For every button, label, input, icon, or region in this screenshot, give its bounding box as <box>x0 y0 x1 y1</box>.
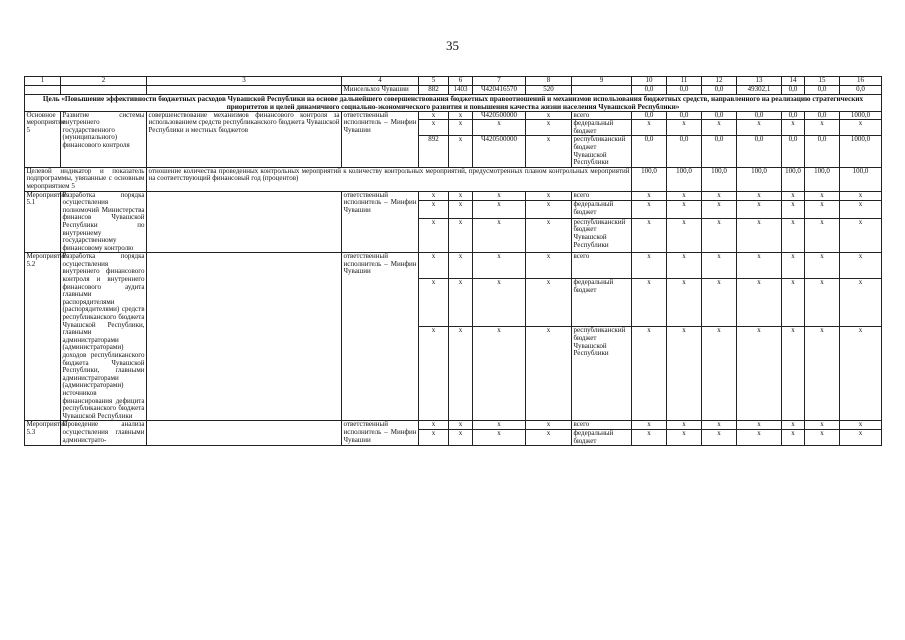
value-cell: 0,0 <box>782 86 805 95</box>
value-cell: 49302,1 <box>737 86 782 95</box>
value-cell: 0,0 <box>632 111 667 120</box>
value-cell: x <box>667 421 702 430</box>
value-cell: x <box>702 200 737 218</box>
code-cell: x <box>419 279 449 327</box>
value-cell: x <box>737 253 782 279</box>
value-cell: x <box>737 327 782 421</box>
value-cell: 0,0 <box>667 111 702 120</box>
value-cell: x <box>840 429 882 445</box>
value-cell: x <box>667 429 702 445</box>
funding-source-cell: федеральный бюджет <box>572 200 632 218</box>
value-cell: x <box>805 421 840 430</box>
value-cell: x <box>782 120 805 136</box>
column-number-cell: 3 <box>147 77 342 86</box>
value-cell: x <box>632 279 667 327</box>
event-number-cell: Мероприятие 5.3 <box>25 421 61 446</box>
code-cell: x <box>526 253 572 279</box>
value-cell: x <box>702 253 737 279</box>
value-cell: 0,0 <box>702 86 737 95</box>
value-cell: 0,0 <box>805 86 840 95</box>
value-cell: 0,0 <box>632 136 667 167</box>
code-cell: x <box>419 429 449 445</box>
code-cell: x <box>419 191 449 200</box>
event-name-cell: Разработка порядка осуществления полномочий Министерства финансов Чувашской Республики по внутреннему государственному финансовому контролю <box>62 190 145 252</box>
column-number-cell: 11 <box>667 77 702 86</box>
funding-source-cell: всего <box>572 421 632 430</box>
column-number-cell: 13 <box>737 77 782 86</box>
code-cell: 1403 <box>449 86 473 95</box>
value-cell: x <box>737 200 782 218</box>
value-cell: x <box>667 218 702 253</box>
value-cell: x <box>737 279 782 327</box>
column-number-cell: 12 <box>702 77 737 86</box>
empty-cell <box>25 86 61 95</box>
page-number: 35 <box>446 38 459 53</box>
value-cell: x <box>632 429 667 445</box>
value-cell: x <box>632 327 667 421</box>
funding-source-cell: всего <box>572 111 632 120</box>
code-cell: x <box>419 200 449 218</box>
indicator-value-cell: 100,0 <box>737 167 782 191</box>
funding-source-cell: федеральный бюджет <box>572 279 632 327</box>
value-cell: x <box>632 191 667 200</box>
indicator-text: отношение количества проведенных контрольных мероприятий к количеству контрольных мероприятий, предусмотренных планом контрольных мероприятий на соответствующий финансовый год (процентов) <box>147 167 632 191</box>
code-cell: x <box>473 253 526 279</box>
column-number-cell: 2 <box>61 77 147 86</box>
value-cell: x <box>840 191 882 200</box>
empty-cell <box>572 86 632 95</box>
column-number-cell: 1 <box>25 77 61 86</box>
code-cell: x <box>449 429 473 445</box>
column-number-cell: 8 <box>526 77 572 86</box>
code-cell: x <box>526 120 572 136</box>
value-cell: x <box>840 120 882 136</box>
value-cell: x <box>667 191 702 200</box>
value-cell: x <box>667 120 702 136</box>
code-cell: x <box>419 120 449 136</box>
value-cell: x <box>805 279 840 327</box>
code-cell: x <box>419 218 449 253</box>
indicator-row <box>25 167 882 191</box>
value-cell: 0,0 <box>782 136 805 167</box>
value-cell: x <box>805 191 840 200</box>
value-cell: x <box>632 120 667 136</box>
value-cell: x <box>840 218 882 253</box>
value-cell: x <box>805 218 840 253</box>
empty-cell <box>61 86 147 95</box>
value-cell: x <box>667 253 702 279</box>
value-cell: x <box>840 253 882 279</box>
value-cell: x <box>702 327 737 421</box>
column-number-cell: 9 <box>572 77 632 86</box>
value-cell: x <box>737 429 782 445</box>
value-cell: x <box>667 279 702 327</box>
event-description-cell <box>147 253 342 421</box>
value-cell: x <box>702 191 737 200</box>
event-name-cell: Проведение анализа осуществления главными администрато- <box>61 421 147 446</box>
value-cell: x <box>805 200 840 218</box>
value-cell: 0,0 <box>667 86 702 95</box>
code-cell: x <box>449 111 473 120</box>
value-cell: x <box>840 200 882 218</box>
value-cell: x <box>805 253 840 279</box>
empty-cell <box>147 86 342 95</box>
value-cell: x <box>737 421 782 430</box>
code-cell: x <box>473 120 526 136</box>
code-cell: x <box>526 200 572 218</box>
value-cell: x <box>782 253 805 279</box>
value-cell: x <box>782 327 805 421</box>
value-cell: x <box>702 429 737 445</box>
event-description-cell <box>147 191 342 253</box>
value-cell: 0,0 <box>840 86 882 95</box>
column-number-cell: 10 <box>632 77 667 86</box>
code-cell: x <box>419 327 449 421</box>
prev-page-row <box>25 86 882 95</box>
column-number-cell: 16 <box>840 77 882 86</box>
value-cell: x <box>782 279 805 327</box>
value-cell: x <box>782 218 805 253</box>
code-cell: Ч420500000 <box>473 136 526 167</box>
indicator-value-cell: 100,0 <box>632 167 667 191</box>
code-cell: x <box>419 253 449 279</box>
code-cell: x <box>526 218 572 253</box>
value-cell: 1000,0 <box>840 136 882 167</box>
value-cell: x <box>840 279 882 327</box>
value-cell: x <box>737 191 782 200</box>
code-cell: x <box>526 191 572 200</box>
value-cell: x <box>805 327 840 421</box>
value-cell: x <box>632 253 667 279</box>
executor-cell: ответственный исполнитель – Минфин Чувашии <box>342 421 419 446</box>
value-cell: x <box>702 218 737 253</box>
event-description-cell <box>147 421 342 446</box>
executor-cell: ответственный исполнитель – Минфин Чувашии <box>342 253 419 421</box>
code-cell: x <box>449 136 473 167</box>
activity-row <box>25 191 882 200</box>
column-number-cell: 6 <box>449 77 473 86</box>
funding-source-cell: федеральный бюджет <box>572 429 632 445</box>
value-cell: x <box>782 200 805 218</box>
code-cell: Ч420416570 <box>473 86 526 95</box>
event-name-cell: Разработка порядка осуществления внутреннего финансового контроля и внутреннего финансового аудита главными распорядителями (распорядителями) средств республиканского бюджета Чувашской Республики, главными администраторами (администраторами) доходов республиканского бюджета Чувашской Республики, главными администраторами (администраторами) источников финансирования дефицита республиканского бюджета Чувашской Республики <box>62 252 145 420</box>
funding-source-cell: республиканский бюджет Чувашской Республики <box>572 136 632 167</box>
value-cell: x <box>737 120 782 136</box>
code-cell: x <box>526 136 572 167</box>
funding-source-cell: всего <box>572 191 632 200</box>
value-cell: 0,0 <box>805 111 840 120</box>
value-cell: 0,0 <box>702 136 737 167</box>
value-cell: x <box>702 421 737 430</box>
executor-cell: ответственный исполнитель – Минфин Чувашии <box>342 191 419 253</box>
value-cell: 0,0 <box>702 111 737 120</box>
value-cell: 0,0 <box>782 111 805 120</box>
value-cell: 0,0 <box>667 136 702 167</box>
funding-source-cell: республиканский бюджет Чувашской Республики <box>572 327 632 421</box>
code-cell: x <box>449 279 473 327</box>
value-cell: x <box>840 421 882 430</box>
funding-source-cell: республиканский бюджет Чувашской Республики <box>572 218 632 253</box>
value-cell: x <box>840 327 882 421</box>
budget-program-table <box>24 76 882 446</box>
activity-row <box>25 253 882 279</box>
funding-source-cell: федеральный бюджет <box>572 120 632 136</box>
indicator-value-cell: 100,0 <box>805 167 840 191</box>
indicator-value-cell: 100,0 <box>840 167 882 191</box>
value-cell: x <box>702 279 737 327</box>
indicator-value-cell: 100,0 <box>702 167 737 191</box>
code-cell: x <box>473 421 526 430</box>
executor-cell: Минсельхоз Чувашии <box>342 86 419 95</box>
code-cell: x <box>449 191 473 200</box>
code-cell: x <box>419 111 449 120</box>
value-cell: 0,0 <box>737 136 782 167</box>
goal-row <box>25 94 882 111</box>
event-number-cell: Мероприятие 5.2 <box>25 253 61 421</box>
code-cell: x <box>526 421 572 430</box>
value-cell: x <box>667 327 702 421</box>
code-cell: x <box>449 200 473 218</box>
executor-cell: ответственный исполнитель – Минфин Чувашии <box>342 111 419 167</box>
indicator-label: Целевой индикатор и показатель подпрограммы, увязанные с основным мероприятием 5 <box>26 166 145 190</box>
code-cell: x <box>473 218 526 253</box>
code-cell: x <box>449 421 473 430</box>
value-cell: x <box>667 200 702 218</box>
code-cell: x <box>526 327 572 421</box>
code-cell: x <box>526 111 572 120</box>
value-cell: 0,0 <box>632 86 667 95</box>
indicator-value-cell: 100,0 <box>782 167 805 191</box>
code-cell: x <box>526 279 572 327</box>
value-cell: x <box>702 120 737 136</box>
code-cell: x <box>473 327 526 421</box>
value-cell: x <box>632 218 667 253</box>
code-cell: x <box>449 253 473 279</box>
code-cell: x <box>526 429 572 445</box>
code-cell: x <box>473 191 526 200</box>
value-cell: 0,0 <box>737 111 782 120</box>
code-cell: x <box>473 429 526 445</box>
code-cell: 882 <box>419 86 449 95</box>
value-cell: x <box>805 429 840 445</box>
value-cell: x <box>632 421 667 430</box>
code-cell: 520 <box>526 86 572 95</box>
value-cell: x <box>782 421 805 430</box>
value-cell: x <box>805 120 840 136</box>
activity-row <box>25 421 882 430</box>
event-name-cell: Развитие системы внутреннего государственного (муниципального) финансового контроля <box>61 111 147 167</box>
code-cell: x <box>473 200 526 218</box>
main-event-row <box>25 111 882 120</box>
value-cell: x <box>632 200 667 218</box>
column-number-cell: 5 <box>419 77 449 86</box>
value-cell: x <box>782 191 805 200</box>
event-number-cell: Основное мероприятие 5 <box>25 111 61 167</box>
code-cell: x <box>449 120 473 136</box>
code-cell: x <box>449 218 473 253</box>
budget-table-container <box>24 76 882 446</box>
indicator-value-cell: 100,0 <box>667 167 702 191</box>
code-cell: x <box>473 279 526 327</box>
goal-text: Цель «Повышение эффективности бюджетных расходов Чувашской Республики на основе дальнейшего совершенствования бюджетных правоотношений и механизмов использования бюджетных средств, направленного на реализацию стратегических приоритетов и целей динамичного социально-экономического развития и повышения качества жизни населения Чувашской Республики» <box>25 94 882 111</box>
code-cell: 892 <box>419 136 449 167</box>
value-cell: x <box>737 218 782 253</box>
event-description-cell: совершенствование механизмов финансового контроля за использованием средств республиканского бюджета Чувашской Республики и местных бюджетов <box>147 111 342 167</box>
column-number-cell: 4 <box>342 77 419 86</box>
event-number-cell: Мероприятие 5.1 <box>25 191 61 253</box>
column-number-cell: 7 <box>473 77 526 86</box>
column-number-cell: 14 <box>782 77 805 86</box>
value-cell: x <box>782 429 805 445</box>
value-cell: 0,0 <box>805 136 840 167</box>
code-cell: Ч420500000 <box>473 111 526 120</box>
column-number-cell: 15 <box>805 77 840 86</box>
funding-source-cell: всего <box>572 253 632 279</box>
code-cell: x <box>419 421 449 430</box>
value-cell: 1000,0 <box>840 111 882 120</box>
code-cell: x <box>449 327 473 421</box>
